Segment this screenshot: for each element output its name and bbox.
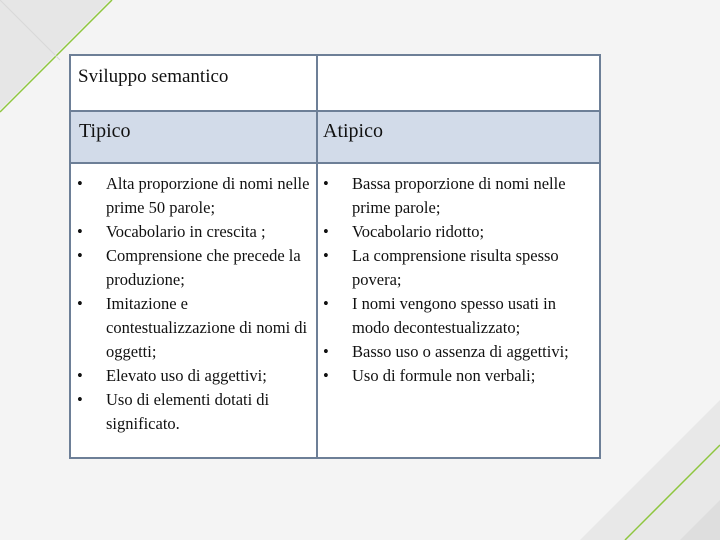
list-item (321, 172, 597, 220)
list-item-text: Vocabolario ridotto; (352, 222, 485, 241)
list-item (321, 340, 597, 364)
list-item (321, 220, 597, 244)
bullet-icon: • (77, 246, 83, 265)
column-divider (316, 112, 318, 162)
list-item (75, 220, 313, 244)
bullet-icon: • (77, 390, 83, 409)
list-item-text: Uso di formule non verbali; (352, 366, 536, 385)
bullet-icon: • (77, 294, 83, 313)
bullet-icon: • (77, 222, 83, 241)
list-item (75, 388, 313, 436)
table-title: Sviluppo semantico (78, 66, 229, 87)
list-item (75, 244, 313, 292)
list-item-text: Basso uso o assenza di aggettivi; (352, 342, 569, 361)
bullet-icon: • (323, 246, 329, 265)
list-item-text: Elevato uso di aggettivi; (106, 366, 267, 385)
list-item-text: Comprensione che precede la produzione; (106, 246, 301, 289)
bullet-icon: • (77, 366, 83, 385)
list-item (321, 244, 597, 292)
list-item (321, 292, 597, 340)
list-item-text: Alta proporzione di nomi nelle prime 50 parole; (106, 174, 310, 217)
list-item-text: Bassa proporzione di nomi nelle prime parole; (352, 174, 566, 217)
bullet-icon: • (77, 174, 83, 193)
list-item-text: Vocabolario in crescita ; (106, 222, 266, 241)
bullet-icon: • (323, 222, 329, 241)
bullet-icon: • (323, 174, 329, 193)
bullet-icon: • (323, 366, 329, 385)
column-divider (316, 56, 318, 110)
bullet-icon: • (323, 294, 329, 313)
column-divider (316, 164, 318, 457)
atipico-list (321, 172, 597, 388)
list-item-text: Imitazione e contestualizzazione di nomi di oggetti; (106, 294, 308, 361)
column-header-tipico: Tipico (79, 120, 131, 142)
list-item-text: La comprensione risulta spesso povera; (352, 246, 559, 289)
list-item (75, 364, 313, 388)
bullet-icon: • (323, 342, 329, 361)
tipico-list (75, 172, 313, 436)
list-item (321, 364, 597, 388)
list-item (75, 292, 313, 364)
semantic-development-table (69, 54, 601, 459)
list-item-text: I nomi vengono spesso usati in modo decontestualizzato; (352, 294, 556, 337)
list-item (75, 172, 313, 220)
list-item-text: Uso di elementi dotati di significato. (106, 390, 270, 433)
column-header-atipico: Atipico (323, 120, 383, 142)
